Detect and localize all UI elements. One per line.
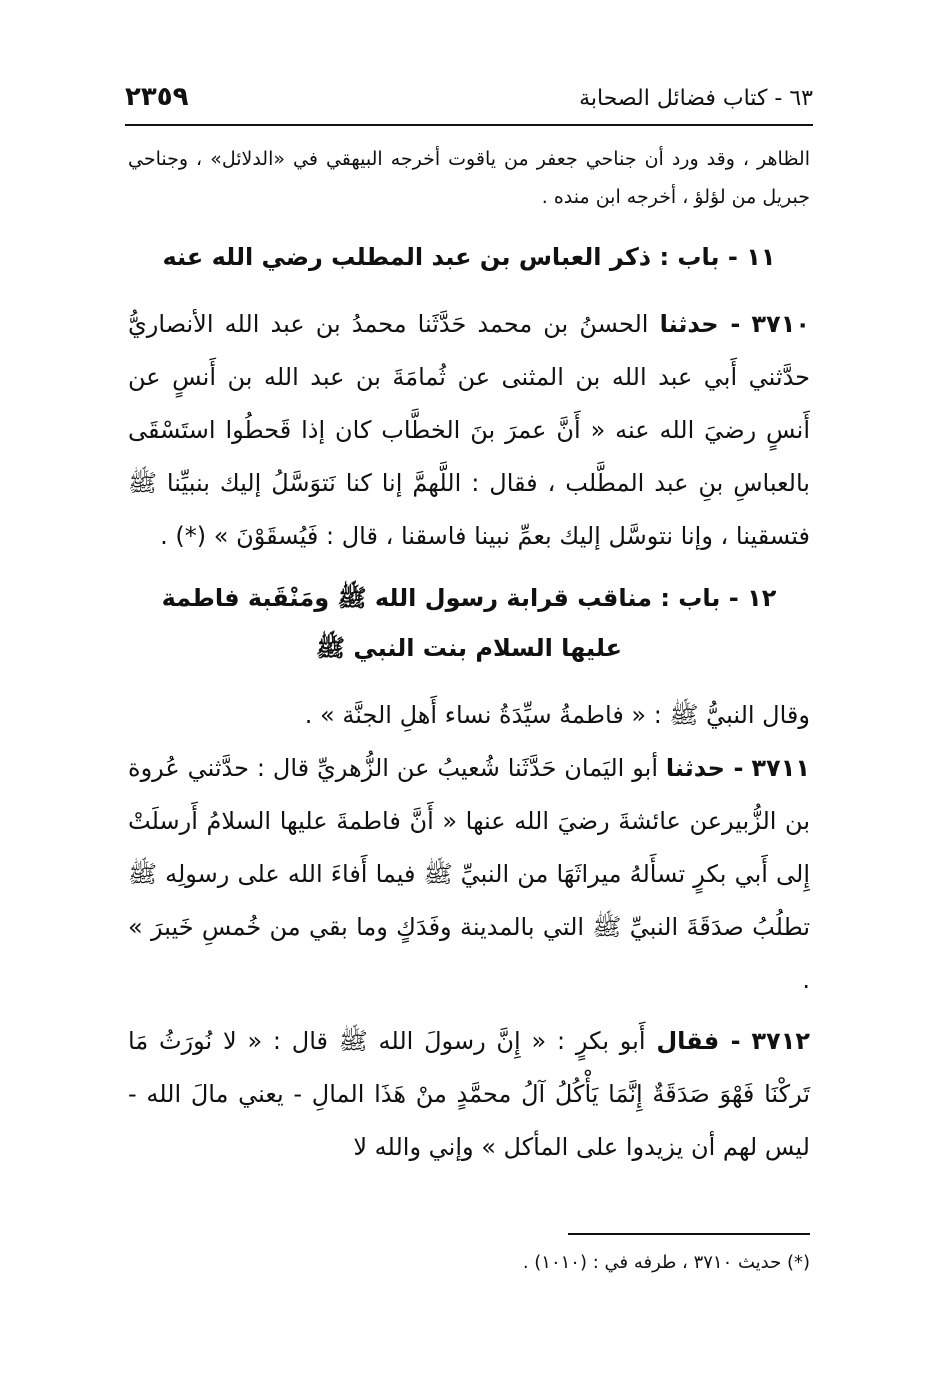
header-rule: [125, 124, 813, 126]
footnote-rule: [568, 1233, 810, 1235]
page-body: [128, 140, 810, 1174]
prophet-quote: وقال النبيُّ ﷺ : « فاطمةُ سيِّدَةُ نساء أَهلِ الجنَّة » .: [304, 701, 810, 729]
hadith-number: ٣٧١٢: [751, 1027, 810, 1055]
chapter-11: [128, 232, 810, 282]
chapter-12-heading-line2: عليها السلام بنت النبي ﷺ: [315, 634, 623, 662]
hadith-lead: - فقال: [656, 1027, 741, 1055]
hadith-3711: [128, 742, 810, 1007]
hadith-number: ٣٧١٠: [751, 310, 810, 338]
hadith-3710: [128, 298, 810, 563]
paragraph-gap: [128, 1007, 810, 1015]
hadith-text: أَبو بكرٍ : « إِنَّ رسولَ الله ﷺ قال : « لا نُورَثُ مَا تَركْنَا فَهْوَ صَدَقَةٌ إِنَّمَا يَأْكُلُ آلُ محمَّدٍ منْ هَذَا المالِ - يعني مالَ الله - ليس لهم أن يزيدوا على المأكل » وإني والله لا: [128, 1027, 810, 1161]
footnote: (*) حديث ٣٧١٠ ، طرفه في : (١٠١٠) .: [522, 1252, 810, 1273]
hadith-text: أبو اليَمان حَدَّثَنا شُعيبُ عن الزُّهريِّ قال : حدَّثني عُروة بن الزُّبيرعن عائشةَ رضيَ الله عنها « أَنَّ فاطمةَ عليها السلامُ أَرسلَتْ إِلى أَبي بكرٍ تسأَلهُ ميراثَهَا من النبيِّ ﷺ فيما أَفاءَ الله على رسولِه ﷺ تطلُبُ صدَقَةَ النبيِّ ﷺ التي بالمدينة وفَدَكٍ وما بقي من خُمسِ خَيبرَ » .: [128, 754, 810, 994]
intro-paragraph: الظاهر ، وقد ورد أن جناحي جعفر من ياقوت أخرجه البيهقي في «الدلائل» ، وجناحي جبريل من لؤلؤ ، أخرجه ابن منده .: [128, 148, 810, 208]
page-header: [125, 82, 813, 122]
hadith-text: الحسنُ بن محمد حَدَّثَنا محمدُ بن عبد الله الأنصاريُّ حدَّثني أَبي عبد الله بن المثنى عن ثُمامَةَ بن عبد الله بن أَنسٍ عن أَنسٍ رضيَ الله عنه « أَنَّ عمرَ بنَ الخطَّاب كان إذا قَحطُوا استَسْقَى بالعباسِ بنِ عبد المطَّلب ، فقال : اللَّهمَّ إنا كنا نَتوَسَّلُ إليك بنبيِّنا ﷺ فتسقينا ، وإنا نتوسَّل إليك بعمِّ نبينا فاسقنا ، قال : فَيُسقَوْنَ » (*) .: [128, 310, 810, 550]
chapter-12-heading-line1: ١٢ - باب : مناقب قرابة رسول الله ﷺ ومَنْقَبة فاطمة: [161, 584, 777, 612]
chapter-12: [128, 573, 810, 673]
hadith-number: ٣٧١١: [751, 754, 810, 782]
page-number: ٢٣٥٩: [125, 82, 189, 112]
hadith-lead: - حدثنا: [665, 754, 744, 782]
chapter-11-heading: ١١ - باب : ذكر العباس بن عبد المطلب رضي الله عنه: [162, 243, 776, 271]
hadith-3712: [128, 1015, 810, 1174]
hadith-lead: - حدثنا: [659, 310, 741, 338]
running-head: ٦٣ - كتاب فضائل الصحابة: [579, 86, 813, 111]
